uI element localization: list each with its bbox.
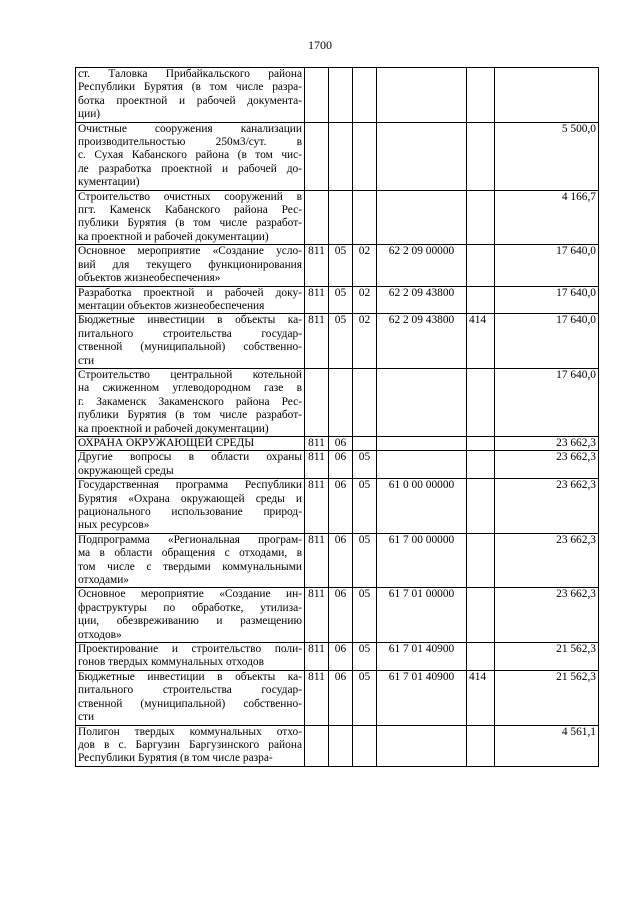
amount-cell: 5 500,0 [495,122,599,190]
item-name-cell [76,670,305,725]
table-row [76,122,599,190]
target-article-cell [377,725,467,766]
target-article-cell: 61 0 00 00000 [377,479,467,534]
item-name-cell [76,314,305,369]
expense-type-cell [467,479,495,534]
item-name-cell [76,479,305,534]
ministry-code-cell: 811 [305,670,329,725]
target-article-cell [377,122,467,190]
item-name-line: ции) [78,108,101,121]
item-name-line: Республики Бурятия (в том числе разра- [78,752,273,765]
expense-type-cell [467,533,495,588]
item-name-line: публики Бурятия (в том числе разработ- [78,217,302,230]
ministry-code-cell: 811 [305,479,329,534]
subsection-code-cell: 05 [353,670,377,725]
item-name-line: объектов жизнеобеспечения» [78,272,221,285]
ministry-code-cell: 811 [305,588,329,643]
expense-type-cell [467,286,495,314]
amount-cell: 21 562,3 [495,670,599,725]
table-row [76,314,599,369]
item-name-line: ственной (муниципальной) собственно- [78,697,302,710]
item-name-line: ка проектной и рабочей документации) [78,230,269,243]
item-name-line: рационального использование природ- [78,506,302,518]
item-name-line: ственной (муниципальной) собственно- [78,341,302,354]
amount-cell: 17 640,0 [495,245,599,286]
target-article-cell: 62 2 09 00000 [377,245,467,286]
item-name-line: производительностью 250м3/сут. в [78,136,302,149]
ministry-code-cell: 811 [305,314,329,369]
item-name-cell [76,643,305,671]
subsection-code-cell: 05 [353,588,377,643]
item-name-cell [76,451,305,479]
item-name-line: вий для текущего функционирования [78,258,302,271]
expense-type-cell [467,245,495,286]
ministry-code-cell: 811 [305,451,329,479]
item-name-line: Другие вопросы в области охраны [78,451,302,464]
subsection-code-cell: 02 [353,286,377,314]
item-name-line: кументации) [78,176,140,189]
amount-cell: 23 662,3 [495,479,599,534]
ministry-code-cell [305,190,329,245]
subsection-code-cell [353,725,377,766]
item-name-line: сти [78,711,95,724]
section-code-cell: 05 [329,286,353,314]
item-name-line: ка проектной и рабочей документации) [78,422,269,435]
item-name-line: гонов твердых коммунальных отходов [78,656,264,669]
target-article-cell: 61 7 00 00000 [377,533,467,588]
item-name-line: том числе с твердыми коммунальными [78,560,302,573]
subsection-code-cell: 05 [353,643,377,671]
ministry-code-cell: 811 [305,643,329,671]
item-name-line: ментации объектов жизнеобеспечения [78,299,265,312]
item-name-line: Основное мероприятие «Создание ин- [78,588,302,601]
item-name-line: питального строительства государ- [78,327,302,340]
item-name-line: Бюджетные инвестиции в объекты ка- [78,670,302,683]
amount-cell: 23 662,3 [495,588,599,643]
amount-cell [495,68,599,123]
section-code-cell [329,190,353,245]
item-name-line: ных ресурсов» [78,519,150,532]
item-name-line: Бурятия «Охрана окружающей среды и [78,492,302,505]
target-article-cell: 61 7 01 00000 [377,588,467,643]
table-row [76,533,599,588]
item-name-line: на сжиженном углеводородном газе в [78,382,302,395]
section-code-cell: 06 [329,588,353,643]
item-name-cell [76,533,305,588]
amount-cell: 4 561,1 [495,725,599,766]
table-row [76,245,599,286]
target-article-cell: 62 2 09 43800 [377,286,467,314]
item-name-line: ма в области обращения с отходами, в [78,547,302,560]
item-name-cell [76,190,305,245]
item-name-line: фраструктуры по обработке, утилиза- [78,601,302,614]
expense-type-cell [467,68,495,123]
item-name-line: ции, обезвреживанию и размещению [78,615,302,628]
table-row [76,479,599,534]
section-code-cell: 06 [329,451,353,479]
ministry-code-cell [305,368,329,436]
item-name-line: ботка проектной и рабочей документа- [78,94,302,107]
amount-cell: 17 640,0 [495,368,599,436]
item-name-line: ОХРАНА ОКРУЖАЮЩЕЙ СРЕДЫ [78,436,255,449]
amount-cell: 17 640,0 [495,286,599,314]
table-row [76,436,599,450]
subsection-code-cell: 02 [353,314,377,369]
item-name-line: г. Закаменск Закаменского района Рес- [78,395,302,408]
section-code-cell [329,368,353,436]
target-article-cell: 61 7 01 40900 [377,643,467,671]
subsection-code-cell: 05 [353,451,377,479]
subsection-code-cell: 05 [353,479,377,534]
table-body [76,68,599,767]
ministry-code-cell: 811 [305,245,329,286]
target-article-cell [377,68,467,123]
section-code-cell: 06 [329,670,353,725]
section-code-cell [329,122,353,190]
table-row [76,451,599,479]
subsection-code-cell [353,436,377,450]
expense-type-cell: 414 [467,670,495,725]
expense-type-cell [467,436,495,450]
budget-table [75,67,599,767]
table-row [76,190,599,245]
section-code-cell [329,725,353,766]
ministry-code-cell [305,725,329,766]
item-name-line: публики Бурятия (в том числе разработ- [78,409,302,422]
item-name-line: Основное мероприятие «Создание усло- [78,245,302,258]
expense-type-cell [467,725,495,766]
subsection-code-cell [353,190,377,245]
item-name-line: Подпрограмма «Региональная програм- [78,533,302,546]
expense-type-cell [467,368,495,436]
item-name-cell [76,436,305,450]
subsection-code-cell: 05 [353,533,377,588]
target-article-cell [377,436,467,450]
subsection-code-cell [353,122,377,190]
item-name-line: с. Сухая Кабанского района (в том чис- [78,149,302,162]
section-code-cell: 05 [329,245,353,286]
item-name-line: Полигон твердых коммунальных отхо- [78,725,302,738]
item-name-line: Республики Бурятия (в том числе разра- [78,81,302,94]
item-name-line: Строительство очистных сооружений в [78,190,302,203]
section-code-cell: 06 [329,479,353,534]
target-article-cell: 61 7 01 40900 [377,670,467,725]
item-name-line: пгт. Каменск Кабанского района Рес- [78,204,302,217]
item-name-line: сти [78,354,95,367]
item-name-line: окружающей среды [78,464,174,477]
table-row [76,286,599,314]
subsection-code-cell [353,68,377,123]
item-name-cell [76,725,305,766]
item-name-line: отходами» [78,574,130,587]
item-name-line: Очистные сооружения канализации [78,122,302,135]
expense-type-cell [467,122,495,190]
amount-cell: 4 166,7 [495,190,599,245]
item-name-line: Государственная программа Республики [78,479,302,492]
expense-type-cell [467,451,495,479]
item-name-cell [76,245,305,286]
table-row [76,643,599,671]
item-name-cell [76,588,305,643]
amount-cell: 23 662,3 [495,451,599,479]
expense-type-cell [467,588,495,643]
page-number: 1700 [308,38,332,52]
amount-cell: 17 640,0 [495,314,599,369]
ministry-code-cell [305,122,329,190]
item-name-line: Строительство центральной котельной [78,368,302,381]
table-row [76,588,599,643]
item-name-line: ле разработка проектной и рабочей до- [78,162,302,175]
item-name-line: отходов» [78,628,122,641]
subsection-code-cell [353,368,377,436]
table-row [76,368,599,436]
subsection-code-cell: 02 [353,245,377,286]
item-name-line: ст. Таловка Прибайкальского района [78,68,302,80]
amount-cell: 23 662,3 [495,436,599,450]
section-code-cell: 06 [329,643,353,671]
item-name-cell [76,68,305,123]
item-name-line: Разработка проектной и рабочей доку- [78,286,302,299]
ministry-code-cell: 811 [305,436,329,450]
table-row [76,670,599,725]
item-name-line: Бюджетные инвестиции в объекты ка- [78,314,302,327]
target-article-cell [377,368,467,436]
item-name-cell [76,122,305,190]
target-article-cell [377,190,467,245]
expense-type-cell: 414 [467,314,495,369]
section-code-cell: 05 [329,314,353,369]
item-name-line: Проектирование и строительство поли- [78,643,302,656]
item-name-cell [76,286,305,314]
expense-type-cell [467,190,495,245]
target-article-cell: 62 2 09 43800 [377,314,467,369]
item-name-line: питального строительства государ- [78,684,302,697]
section-code-cell: 06 [329,533,353,588]
target-article-cell [377,451,467,479]
ministry-code-cell: 811 [305,286,329,314]
expense-type-cell [467,643,495,671]
amount-cell: 21 562,3 [495,643,599,671]
section-code-cell [329,68,353,123]
amount-cell: 23 662,3 [495,533,599,588]
item-name-line: дов в с. Баргузин Баргузинского района [78,738,302,751]
ministry-code-cell: 811 [305,533,329,588]
table-row [76,725,599,766]
table-row [76,68,599,123]
item-name-cell [76,368,305,436]
ministry-code-cell [305,68,329,123]
section-code-cell: 06 [329,436,353,450]
